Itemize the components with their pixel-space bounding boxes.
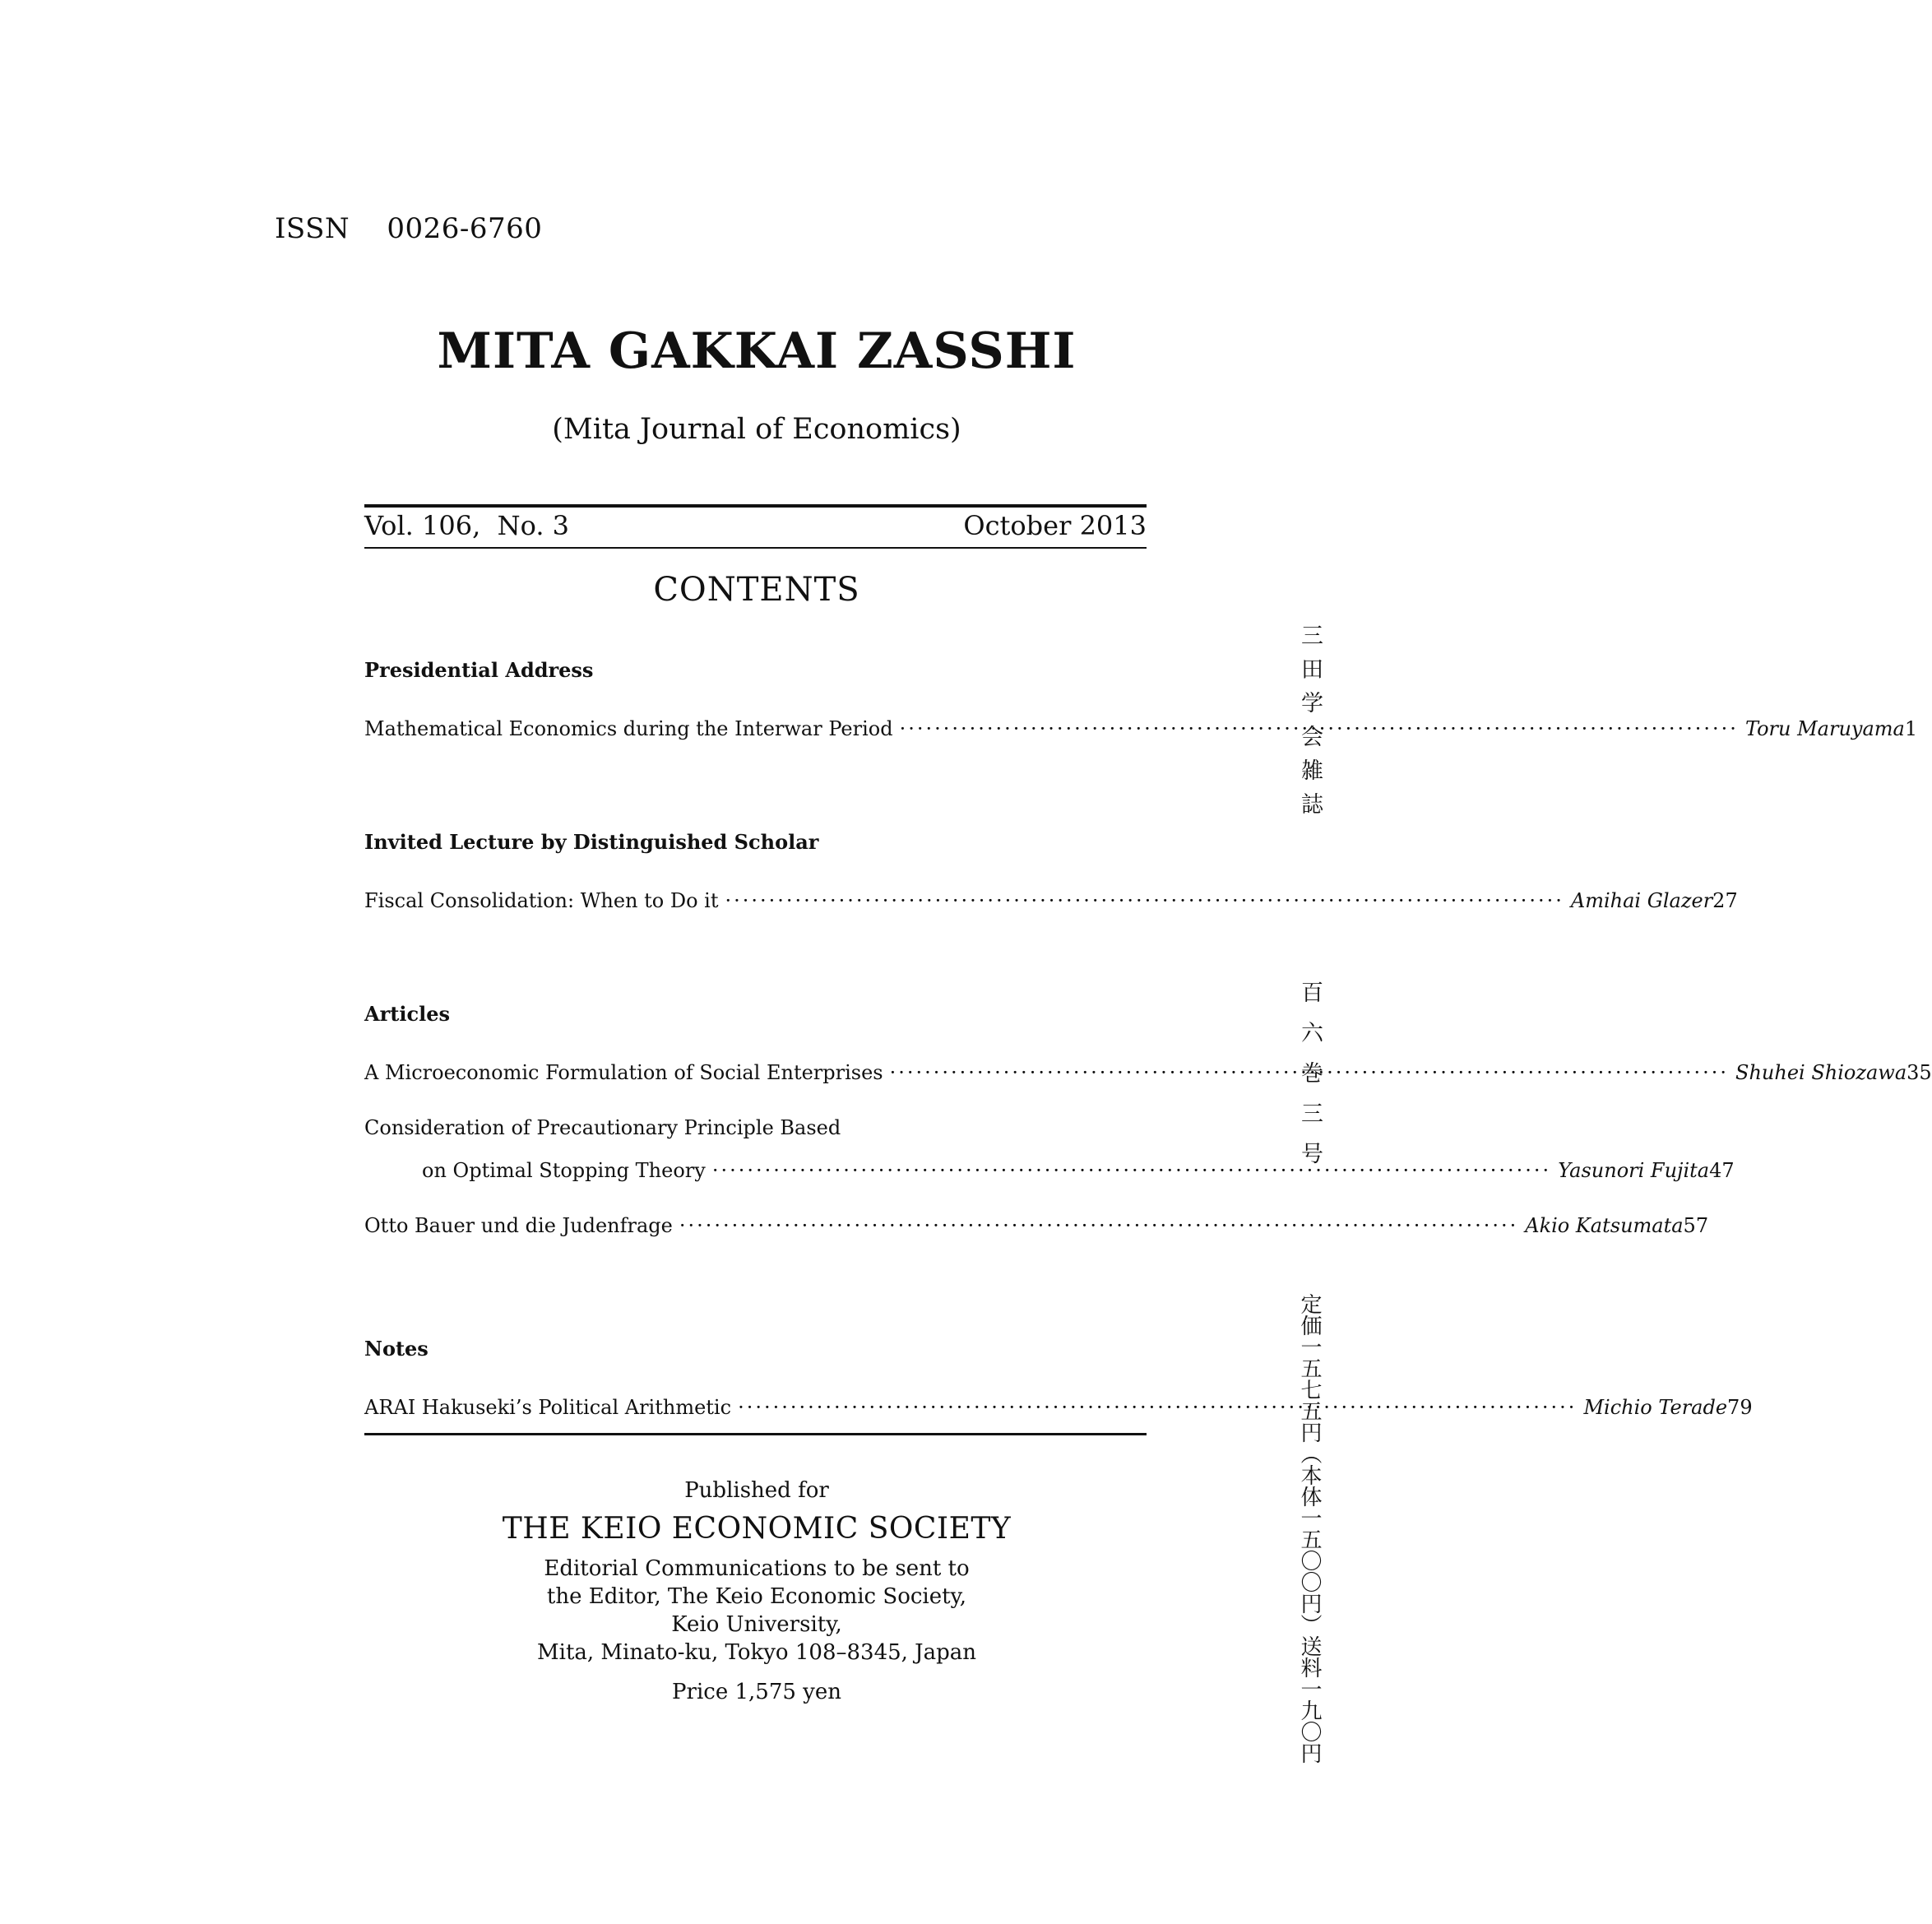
dot-leader: ································································································ xyxy=(738,1396,1578,1419)
entry-author: Shuhei Shiozawa xyxy=(1735,1061,1907,1084)
toc-entry xyxy=(364,889,1738,917)
entry-page: 57 xyxy=(1683,1214,1709,1237)
published-for: Published for xyxy=(684,1478,829,1503)
toc-entry xyxy=(364,1396,1753,1424)
dot-leader: ································································································ xyxy=(711,1159,1552,1182)
bottom-rule xyxy=(364,1433,1147,1435)
entry-title: Mathematical Economics during the Interwar Period xyxy=(364,717,893,740)
issue-date: October 2013 xyxy=(963,510,1147,541)
entry-author: Michio Terade xyxy=(1583,1396,1728,1419)
contents-heading: CONTENTS xyxy=(653,571,860,609)
entry-title: Otto Bauer und die Judenfrage xyxy=(364,1214,673,1237)
entry-title: Fiscal Consolidation: When to Do it xyxy=(364,889,719,912)
toc-entry xyxy=(364,717,1918,745)
toc-entry xyxy=(364,1061,1932,1089)
section-heading-invited: Invited Lecture by Distinguished Scholar xyxy=(364,830,819,854)
issn-number: ISSN 0026-6760 xyxy=(275,212,543,245)
entry-author: Amihai Glazer xyxy=(1570,889,1713,912)
section-heading-articles: Articles xyxy=(364,1002,450,1026)
sub-rule xyxy=(364,547,1147,549)
entry-title: A Microeconomic Formulation of Social Enterprises xyxy=(364,1061,883,1084)
journal-subtitle: (Mita Journal of Economics) xyxy=(552,413,961,446)
publisher-name: THE KEIO ECONOMIC SOCIETY xyxy=(502,1512,1012,1546)
address-line: Keio University, xyxy=(671,1612,842,1637)
entry-author: Yasunori Fujita xyxy=(1558,1159,1710,1182)
dot-leader: ································································································ xyxy=(899,717,1739,740)
entry-title-line1: Consideration of Precautionary Principle Based xyxy=(364,1116,841,1139)
entry-page: 27 xyxy=(1712,889,1738,912)
section-heading-presidential: Presidential Address xyxy=(364,658,594,682)
dot-leader: ································································································ xyxy=(889,1061,1729,1084)
section-heading-notes: Notes xyxy=(364,1337,429,1361)
entry-page: 47 xyxy=(1709,1159,1735,1182)
top-rule xyxy=(364,504,1147,508)
entry-page: 79 xyxy=(1727,1396,1753,1419)
journal-title: MITA GAKKAI ZASSHI xyxy=(437,322,1077,380)
entry-title: ARAI Hakuseki’s Political Arithmetic xyxy=(364,1396,732,1419)
dot-leader: ································································································ xyxy=(725,889,1564,912)
volume-number: Vol. 106, No. 3 xyxy=(364,510,570,541)
entry-page: 35 xyxy=(1907,1061,1932,1084)
entry-page: 1 xyxy=(1904,717,1918,740)
entry-author: Toru Maruyama xyxy=(1744,717,1905,740)
price: Price 1,575 yen xyxy=(672,1680,841,1704)
spine-title: 三田学会雑誌 xyxy=(1297,624,1323,826)
toc-entry xyxy=(422,1159,1735,1187)
address-line: Mita, Minato-ku, Tokyo 108–8345, Japan xyxy=(537,1640,976,1665)
entry-author: Akio Katsumata xyxy=(1525,1214,1684,1237)
spine-price: 定価一五七五円（本体一五〇〇円）送料一九〇円 xyxy=(1297,1293,1322,1764)
address-line: Editorial Communications to be sent to xyxy=(544,1556,970,1581)
address-line: the Editor, The Keio Economic Society, xyxy=(546,1584,967,1609)
entry-title-line2: on Optimal Stopping Theory xyxy=(422,1159,706,1182)
dot-leader: ································································································ xyxy=(679,1214,1519,1237)
spine-volume: 百六巻三号 xyxy=(1297,981,1323,1182)
toc-entry xyxy=(364,1214,1709,1242)
